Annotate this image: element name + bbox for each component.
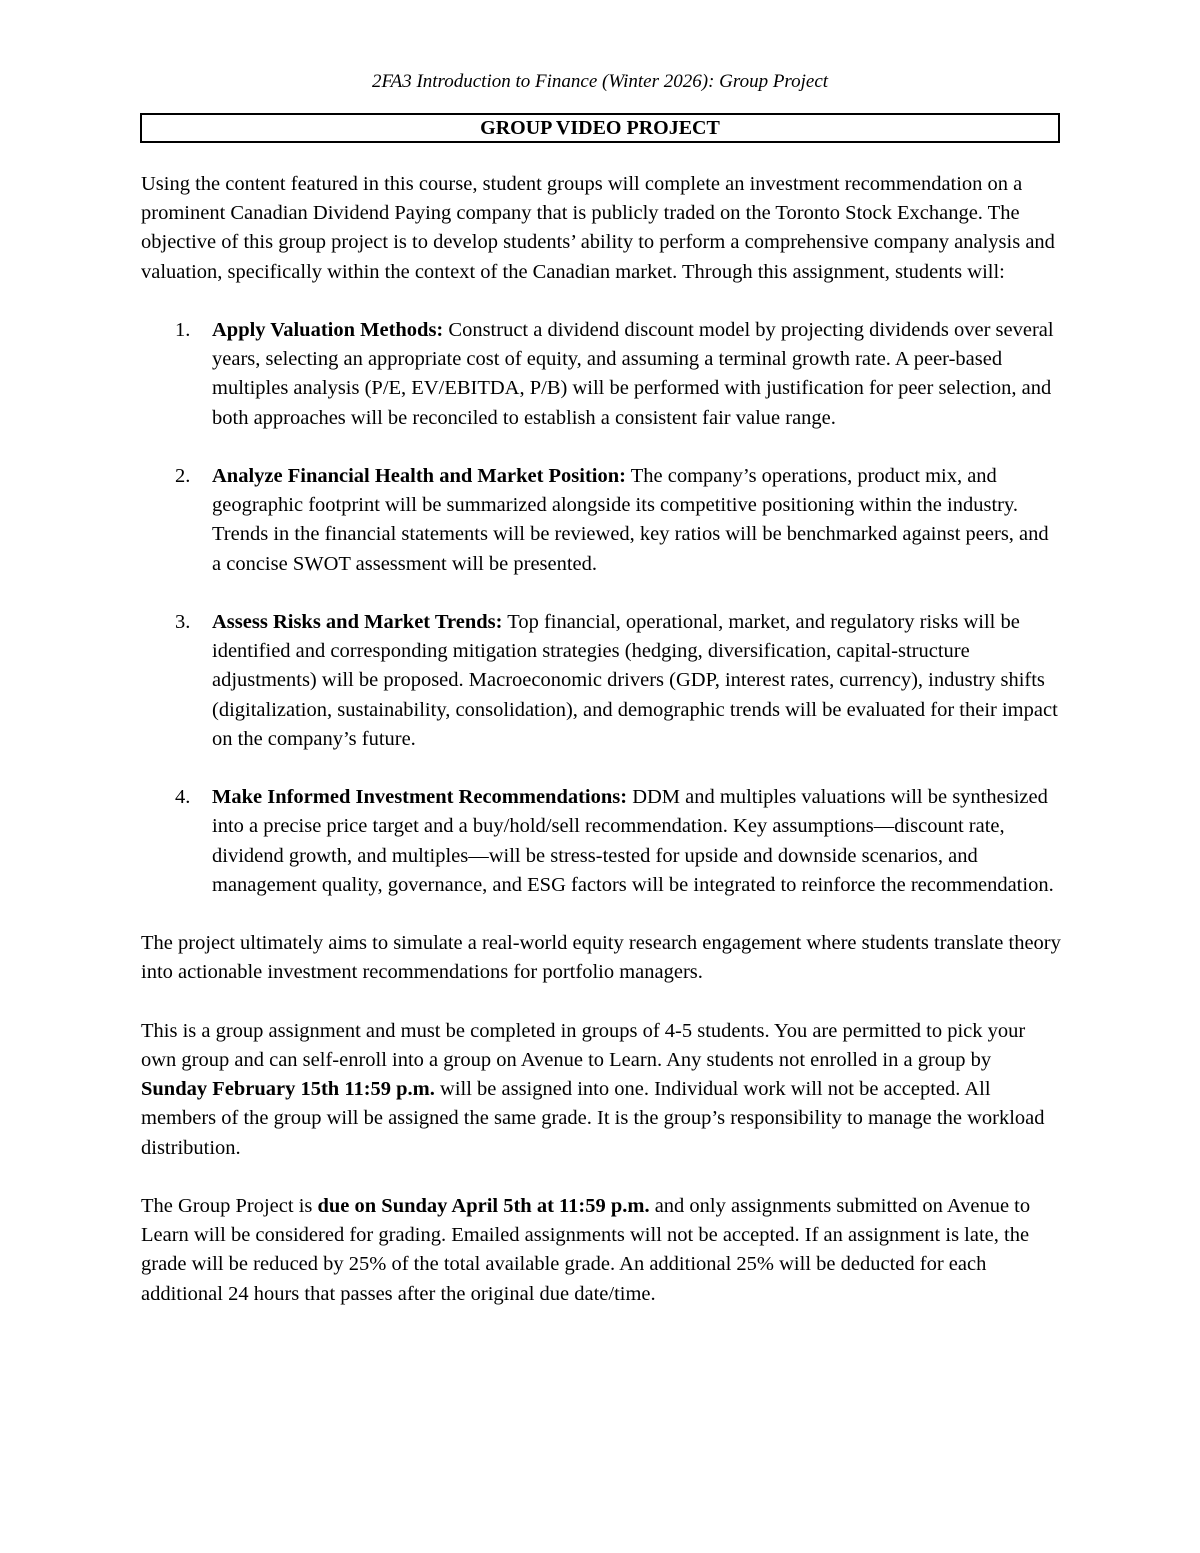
list-item <box>141 316 1061 433</box>
list-item <box>141 783 1061 900</box>
intro-paragraph: Using the content featured in this course, student groups will complete an investment recommendation on a prominent Canadian Dividend Paying company that is publicly traded on the Toronto Stock Exchange. The objective of this group project is to develop students’ ability to perform a comprehensive company analysis and valuation, specifically within the context of the Canadian market. Through this assignment, students will: <box>141 173 1055 283</box>
document-title: GROUP VIDEO PROJECT <box>140 113 1060 143</box>
aim-paragraph: The project ultimately aims to simulate a real-world equity research engagement where students translate theory into actionable investment recommendations for portfolio managers. <box>141 932 1061 984</box>
list-item-text: DDM and multiples valuations will be synthesized into a precise price target and a buy/hold/sell recommendation. Key assumptions—discount rate, dividend growth, and multiples—will be stress-tested for upside and downside scenarios, and management quality, governance, and ESG factors will be integrated to reinforce the recommendation. <box>212 786 1054 896</box>
running-header: 2FA3 Introduction to Finance (Winter 2026): Group Project <box>371 71 829 92</box>
list-item-heading: Assess Risks and Market Trends: <box>212 611 503 633</box>
objectives-list <box>141 316 1061 900</box>
project-due-date: due on Sunday April 5th at 11:59 p.m. <box>317 1195 650 1217</box>
list-number: 1. <box>175 319 191 341</box>
group-paragraph <box>141 1017 1061 1163</box>
due-text-after: and only assignments submitted on Avenue to Learn will be considered for grading. Emailed assignments will not be accepted. If an assignment is late, the grade will be reduced by 25% of the total available grade. An additional 25% will be deducted for each additional 24 hours that passes after the original due date/time. <box>141 1195 1031 1305</box>
due-paragraph <box>141 1192 1061 1309</box>
list-number: 4. <box>175 786 191 809</box>
list-item-heading: Apply Valuation Methods: <box>212 319 444 341</box>
group-text-after: will be assigned into one. Individual work will not be accepted. All members of the group will be assigned the same grade. It is the group’s responsibility to manage the workload distribution. <box>141 1078 1045 1159</box>
list-item-heading: Make Informed Investment Recommendations: <box>212 786 628 809</box>
group-text-before: This is a group assignment and must be completed in groups of 4-5 students. You are permitted to pick your own group and can self-enroll into a group on Avenue to Learn. Any students not enrolled in a group by <box>141 1019 1026 1071</box>
document-body <box>141 170 1061 1309</box>
list-item-text: The company’s operations, product mix, and geographic footprint will be summarized alongside its competitive positioning within the industry. Trends in the financial statements will be reviewed, key ratios will be benchmarked against peers, and a concise SWOT assessment will be presented. <box>212 465 1049 575</box>
list-item <box>141 462 1061 579</box>
list-number: 2. <box>175 465 191 487</box>
group-enroll-deadline: Sunday February 15th 11:59 p.m. <box>141 1078 435 1101</box>
list-number: 3. <box>175 611 191 633</box>
list-item-text: Top financial, operational, market, and regulatory risks will be identified and corresponding mitigation strategies (hedging, diversification, capital-structure adjustments) will be proposed. Macroeconomic drivers (GDP, interest rates, currency), industry shifts (digitalization, sustainability, consolidation), and demographic trends will be evaluated for their impact on the company’s future. <box>212 611 1058 750</box>
list-item-heading: Analyze Financial Health and Market Position: <box>212 465 626 487</box>
list-item-text: Construct a dividend discount model by projecting dividends over several years, selecting an appropriate cost of equity, and assuming a terminal growth rate. A peer-based multiples analysis (P/E, EV/EBITDA, P/B) will be performed with justification for peer selection, and both approaches will be reconciled to establish a consistent fair value range. <box>212 319 1054 429</box>
due-text-before: The Group Project is <box>141 1195 318 1217</box>
list-item <box>141 608 1061 754</box>
